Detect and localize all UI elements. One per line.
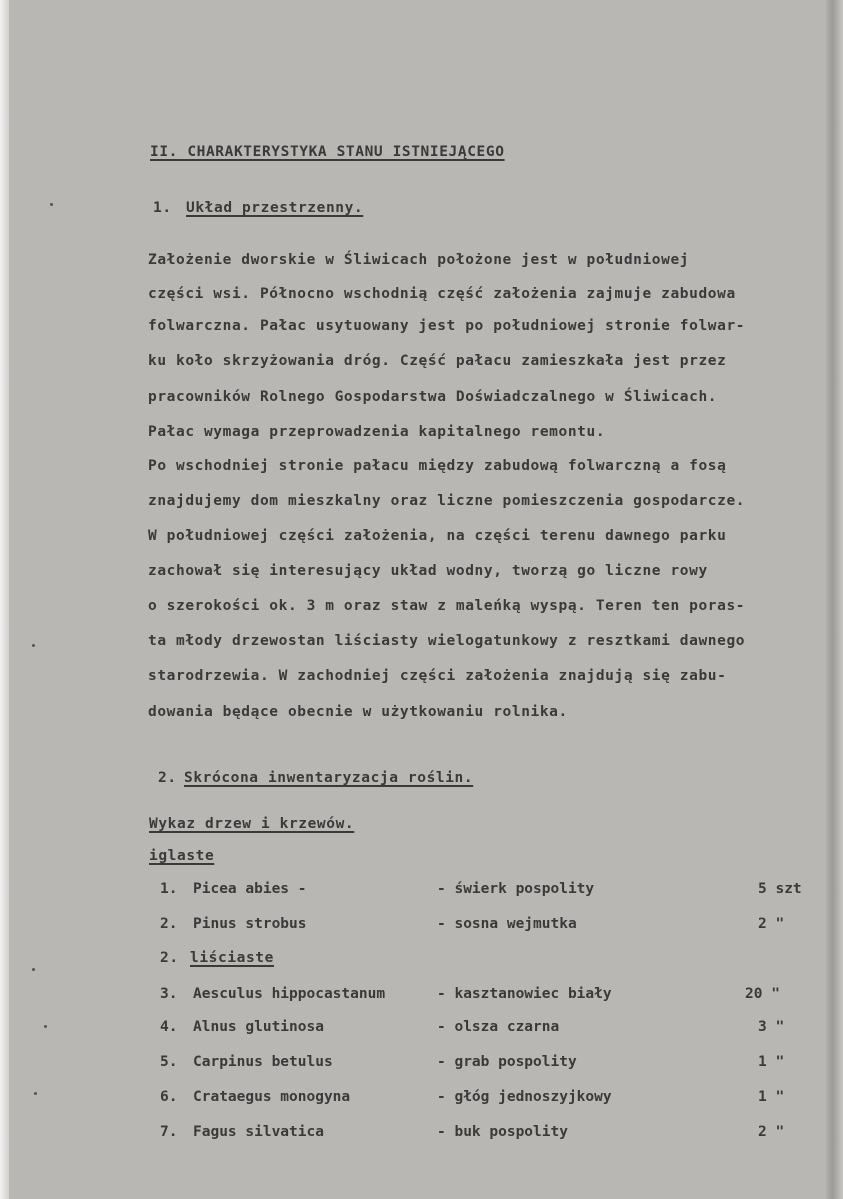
item-number: 4. — [160, 1019, 178, 1035]
paragraph-line: dowania będące obecnie w użytkowaniu rolnika. — [148, 704, 568, 720]
paper-speck — [34, 1092, 37, 1095]
item-latin-name: Carpinus betulus — [193, 1054, 333, 1070]
item-polish-name: - głóg jednoszyjkowy — [437, 1089, 612, 1105]
item-number: 5. — [160, 1054, 178, 1070]
paragraph-line: zachował się interesujący układ wodny, tworzą go liczne rowy — [148, 563, 708, 579]
item-polish-name: - świerk pospolity — [437, 881, 595, 897]
paragraph-line: znajdujemy dom mieszkalny oraz liczne pomieszczenia gospodarcze. — [148, 493, 746, 509]
item-number: 2. — [160, 916, 178, 932]
item-polish-name: - kasztanowiec biały — [437, 986, 612, 1002]
paragraph-line: folwarczna. Pałac usytuowany jest po południowej stronie folwar- — [148, 318, 746, 334]
paper-speck — [44, 1025, 47, 1028]
paper-right-edge — [826, 0, 843, 1199]
document-heading: II. CHARAKTERYSTYKA STANU ISTNIEJĄCEGO — [150, 144, 505, 160]
group-label-lisciaste: liściaste — [190, 950, 274, 966]
item-polish-name: - grab pospolity — [437, 1054, 577, 1070]
item-latin-name: Fagus silvatica — [193, 1124, 324, 1140]
item-polish-name: - olsza czarna — [437, 1019, 560, 1035]
group-label-iglaste: iglaste — [149, 848, 215, 864]
list-title: Wykaz drzew i krzewów. — [149, 816, 355, 832]
item-count: 5 szt — [758, 881, 802, 897]
section-2-title: Skrócona inwentaryzacja roślin. — [184, 770, 474, 786]
item-number: 6. — [160, 1089, 178, 1105]
item-polish-name: - sosna wejmutka — [437, 916, 577, 932]
item-number: 7. — [160, 1124, 178, 1140]
paragraph-line: starodrzewia. W zachodniej części założenia znajdują się zabu- — [148, 668, 727, 684]
item-count: 20 " — [745, 986, 780, 1002]
paragraph-line: pracowników Rolnego Gospodarstwa Doświadczalnego w Śliwicach. — [148, 389, 718, 405]
item-count: 3 " — [758, 1019, 785, 1035]
paper-speck — [32, 644, 35, 647]
item-count: 1 " — [758, 1054, 785, 1070]
paragraph-line: ta młody drzewostan liściasty wielogatunkowy z resztkami dawnego — [148, 633, 746, 649]
paper-left-edge — [0, 0, 9, 1199]
paragraph-line: Pałac wymaga przeprowadzenia kapitalnego remontu. — [148, 424, 606, 440]
item-latin-name: Aesculus hippocastanum — [193, 986, 386, 1002]
paragraph-line: części wsi. Północno wschodnią część założenia zajmuje zabudowa — [148, 286, 736, 302]
paper-speck — [32, 968, 35, 971]
paper-speck — [50, 203, 53, 206]
item-count: 1 " — [758, 1089, 785, 1105]
paragraph-line: Po wschodniej stronie pałacu między zabudową folwarczną a fosą — [148, 458, 727, 474]
item-latin-name: Alnus glutinosa — [193, 1019, 324, 1035]
section-1-number: 1. — [153, 200, 172, 216]
item-polish-name: - buk pospolity — [437, 1124, 568, 1140]
section-2-number: 2. — [158, 770, 177, 786]
item-latin-name: Picea abies - — [193, 881, 307, 897]
item-number: 3. — [160, 986, 178, 1002]
item-count: 2 " — [758, 1124, 785, 1140]
section-1-title: Układ przestrzenny. — [186, 200, 364, 216]
item-number: 1. — [160, 881, 178, 897]
item-latin-name: Pinus strobus — [193, 916, 307, 932]
item-latin-name: Crataegus monogyna — [193, 1089, 351, 1105]
group-number: 2. — [160, 950, 179, 966]
paragraph-line: W południowej części założenia, na części terenu dawnego parku — [148, 528, 727, 544]
paragraph-line: o szerokości ok. 3 m oraz staw z maleńką wyspą. Teren ten poras- — [148, 598, 746, 614]
paragraph-line: ku koło skrzyżowania dróg. Część pałacu zamieszkała jest przez — [148, 353, 727, 369]
item-count: 2 " — [758, 916, 785, 932]
paragraph-line: Założenie dworskie w Śliwicach położone jest w południowej — [148, 252, 690, 268]
